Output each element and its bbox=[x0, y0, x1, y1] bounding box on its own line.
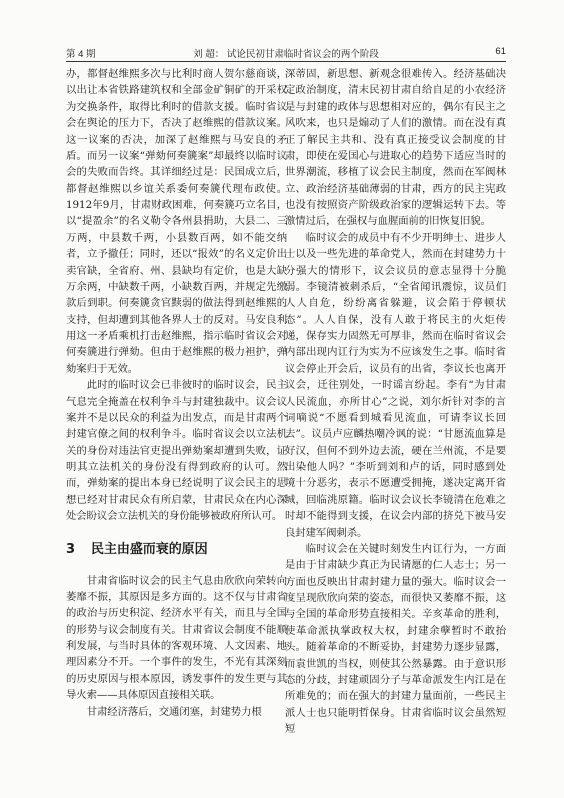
page-number: 61 bbox=[495, 46, 506, 57]
header-rule bbox=[66, 61, 506, 62]
section-heading bbox=[66, 541, 287, 559]
paragraph: 临时议会的成员中有不少开明绅士、进步人士以及一些先进的革命党人，然而在封建势力十分强大的情形下，议会议员的意志显得十分脆弱。李镜清被刺杀后，“全省闻讯震惊，议员们人人自危，纷纷离省躲避，议会陷于停顿状态”。人人自保，没有人敢于将民主的火炬传递，保存实力固然无可厚非，然而在临时省议会内部出现内讧行为实为不应该发生之事。临时省议会停止开会后，议员有的出省，李议长也离开议会，迁往别处，一时谣言纷起。李有“为甘肃人民流血，亦所甘心”之说，刘尔炘针对李的言词嘀说“不愿看到城看见流血，可请李议长回去”。议员卢应麟热嘲冷讽的说：“甘愿流血算是好汉，但何不到外边去流，硬在兰州流，不是要出染他人吗？”李听到刘和卢的话，同时感到处境十分恶劣，表示不愿遭受拥掩，遂决定离开省城，回临洮原籍。临时议会议长李镜清在危难之时却不能得到支援，在议会内部的挤兑下被马安良封建军阀刺杀。 bbox=[285, 231, 506, 539]
paragraph: 甘肃省临时议会的民主气息由欣欣向荣转向萎靡不振，其原因是多方面的。这不仅与甘肃省的政治与历史积淀、经济水平有关，而且与全国的形势与议会制度有关。甘肃省议会制度不能顺利发展，与当时具体的客观环境、人文因素、地理因素分不开。一个事件的发生，不光有其深刻的历史原因与根本原因，诱发事件的发生更与其导火索——具体原因直接相关联。 bbox=[66, 574, 287, 702]
paragraph: 此时的临时议会已非彼时的临时议会，民主气息完全掩盖在权利争斗与封建独裁中。议会议案并不是以民众的利益为出发点，而是甘肃两个封建官僚之间的权利争斗。临时省议会以立法机关的身份对违法官吏提出弹劾案却遭到失败，证明其立法机关的身份没有得到政府的认可。然而，弹劾案的提出本身已经说明了议会民主的思想已经对甘肃民众有所启蒙，甘肃民众在内心深处会盼议会立法机关的身份能够被政府所认可。 bbox=[66, 379, 287, 523]
section-title: 民主由盛而衰的原因 bbox=[91, 541, 208, 557]
paragraph: 办，都督赵维熙多次与比利时商人贺尔慈商谈，以出让本省铁路建筑权和全部金矿铜矿的开采权为交换条件，取得比利时的借款支援。临时省议会在舆论的压力下，否决了赵维熙的借款议案。这一议案的否决，加深了赵维熙与马安良的矛盾。而另一议案“弹劾何奏篪案”却最终以临时议会的失败而告终。其详细经过是：民国成立后，都督赵维熙以乡谊关系委何奏篪代理布政使。1912年9月，甘肃财政困难，何奏篪巧立名目，以“提盈余”的名义勒令各州县捐助，大县二、三万两，中县数千两，小县数百两，如不能交纳者，立予撤任；同时，还以“报效”的名义定价出卖官缺，全省府、州、县缺均有定价，也是大缺万余两，中缺数千两，小缺数百两，并规定先缴款后到职。何奏篪贪官黩弱的做法得到赵维熙的支持，但却遭到其他各界人士的反对。马安良利用这一矛盾乘机打击赵维熙，指示临时省议会对何奏篪进行弹劾。但由于赵维熙的极力袒护，弹劾案归于无效。 bbox=[66, 68, 287, 375]
running-title: 刘 超： 试论民初甘肃临时省议会的两个阶段 bbox=[193, 49, 379, 60]
paragraph: 深蒂固，新思想、新观念很难传入。经济基础决定政治制度，清末民初甘肃自给自足的小农经济是与封建的政体与思想相对应的，偶尔有民主之风吹来，也只是煽动了人们的激情。而在没有真正了解民主共和、没有真正接受议会制度的甘肃，即使在爱国心与进取心的趋势下适应当时的世界潮流，移植了议会民主制度，然而在军阀林立、政治经济基础薄弱的甘肃，西方的民主宪政也没有按照资产阶级政治家的逻辑运转下去。等激情过后，在强权与血腥面前的旧恢复旧貌。 bbox=[285, 68, 506, 228]
right-column bbox=[285, 66, 506, 737]
running-header bbox=[66, 46, 506, 60]
paragraph: 甘肃经济落后，交通闭塞，封建势力根 bbox=[86, 705, 262, 718]
left-column bbox=[66, 66, 287, 720]
section-number: 3 bbox=[66, 541, 75, 557]
paragraph: 临时议会在关键时刻发生内讧行为，一方面是由于甘肃缺少真正为民请愿的仁人志士；另一方面也反映出甘肃封建力量的强大。临时议会一度呈现欣欣向荣的姿态，而很快又萎靡不振，这与全国的革命形势直接相关。辛亥革命的胜利，使革命派执掌政权大权，封建余孽暂时不敢抬头。随着革命的不断妥协，封建势力逐步显露，而袁世凯的当权，则使其公然暴露。由于意识形态的分歧，封建顽固分子与革命派发生内江是在所难免的；而在强大的封建力量面前，一些民主派人士也只能明哲保身。甘肃省临时议会虽然短短 bbox=[285, 542, 506, 735]
issue-label: 第 4 期 bbox=[66, 49, 96, 60]
